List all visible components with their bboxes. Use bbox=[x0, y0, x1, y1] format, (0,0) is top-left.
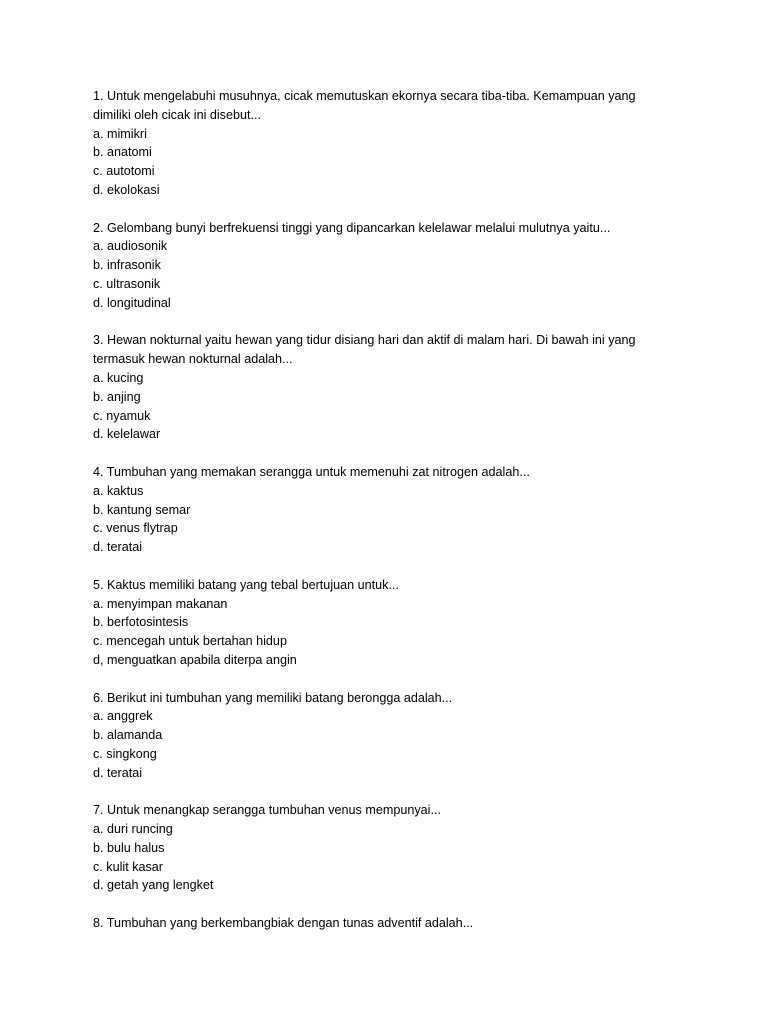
option-d: d. ekolokasi bbox=[93, 182, 160, 197]
option-d: d, menguatkan apabila diterpa angin bbox=[93, 652, 297, 667]
option-a: a. mimikri bbox=[93, 126, 147, 141]
option-a: a. kucing bbox=[93, 370, 144, 385]
question-4 bbox=[93, 463, 673, 557]
option-list bbox=[93, 820, 673, 895]
question-3 bbox=[93, 331, 673, 444]
option-c: c. kulit kasar bbox=[93, 859, 163, 874]
option-a: a. audiosonik bbox=[93, 239, 168, 254]
option-b: b. anatomi bbox=[93, 145, 152, 160]
question-text: 4. Tumbuhan yang memakan serangga untuk memenuhi zat nitrogen adalah... bbox=[93, 464, 530, 479]
option-b: b. berfotosintesis bbox=[93, 615, 189, 630]
question-text: 8. Tumbuhan yang berkembangbiak dengan tunas adventif adalah... bbox=[93, 916, 474, 931]
option-b: b. bulu halus bbox=[93, 840, 165, 855]
option-list bbox=[93, 595, 673, 670]
option-list bbox=[93, 237, 673, 312]
option-a: a. anggrek bbox=[93, 709, 153, 724]
option-d: d. teratai bbox=[93, 540, 143, 555]
option-b: b. alamanda bbox=[93, 728, 163, 743]
option-c: c. singkong bbox=[93, 746, 157, 761]
question-text: 2. Gelombang bunyi berfrekuensi tinggi yang dipancarkan kelelawar melalui mulutnya yaitu... bbox=[93, 220, 611, 235]
option-c: c. nyamuk bbox=[93, 408, 151, 423]
question-6 bbox=[93, 689, 673, 783]
option-list bbox=[93, 125, 673, 200]
question-text: 7. Untuk menangkap serangga tumbuhan venus mempunyai... bbox=[93, 803, 441, 818]
option-list bbox=[93, 707, 673, 782]
option-d: d. getah yang lengket bbox=[93, 878, 214, 893]
quiz-list bbox=[93, 87, 673, 952]
question-7 bbox=[93, 801, 673, 895]
option-d: d. longitudinal bbox=[93, 295, 171, 310]
option-b: b. kantung semar bbox=[93, 502, 191, 517]
question-text: 1. Untuk mengelabuhi musuhnya, cicak memutuskan ekornya secara tiba-tiba. Kemampuan yang dimiliki oleh cicak ini disebut... bbox=[93, 89, 636, 122]
option-b: b. anjing bbox=[93, 389, 141, 404]
option-a: a. duri runcing bbox=[93, 822, 173, 837]
option-a: a. menyimpan makanan bbox=[93, 596, 228, 611]
question-1 bbox=[93, 87, 673, 200]
option-c: c. autotomi bbox=[93, 164, 155, 179]
option-b: b. infrasonik bbox=[93, 258, 161, 273]
question-text: 6. Berikut ini tumbuhan yang memiliki batang berongga adalah... bbox=[93, 690, 453, 705]
question-5 bbox=[93, 576, 673, 670]
option-c: c. venus flytrap bbox=[93, 521, 178, 536]
option-list bbox=[93, 482, 673, 557]
option-d: d. teratai bbox=[93, 765, 143, 780]
question-text: 3. Hewan nokturnal yaitu hewan yang tidur disiang hari dan aktif di malam hari. Di bawah ini yang termasuk hewan nokturnal adalah... bbox=[93, 333, 636, 367]
question-8 bbox=[93, 914, 673, 933]
option-c: c. ultrasonik bbox=[93, 276, 161, 291]
option-list bbox=[93, 369, 673, 444]
question-text: 5. Kaktus memiliki batang yang tebal bertujuan untuk... bbox=[93, 577, 399, 592]
question-2 bbox=[93, 219, 673, 313]
option-c: c. mencegah untuk bertahan hidup bbox=[93, 634, 287, 649]
option-a: a. kaktus bbox=[93, 483, 144, 498]
option-d: d. kelelawar bbox=[93, 427, 161, 442]
